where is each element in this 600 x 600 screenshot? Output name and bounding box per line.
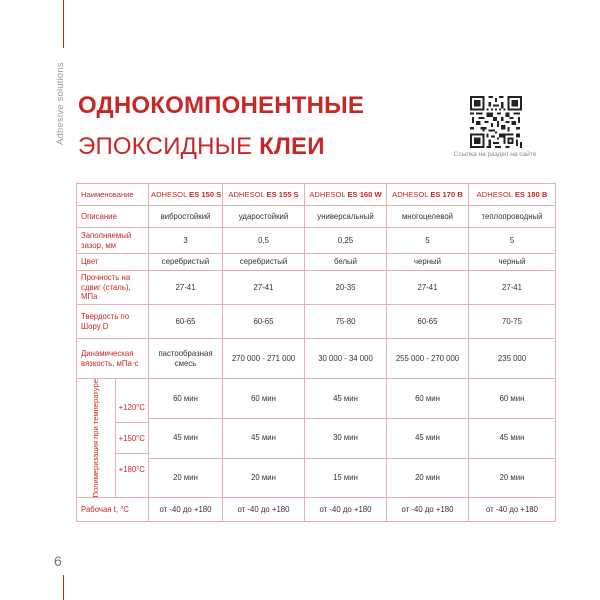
- table-cell: 60-65: [223, 305, 305, 339]
- cure-group-cell: [77, 379, 149, 498]
- table-row-cure-180: [77, 458, 556, 498]
- model-code: ES 170 B: [430, 189, 463, 199]
- table-cell: от -40 до +180: [149, 498, 223, 522]
- table-cell: серебристый: [223, 254, 305, 271]
- cure-temps-cell: [115, 379, 148, 497]
- brand-text: ADHESOL: [228, 189, 265, 199]
- row-label: Описание: [77, 206, 149, 228]
- cure-group-label-cell: [77, 379, 115, 497]
- table-cell: 270 000 - 271 000: [223, 339, 305, 379]
- table-cell: 5: [387, 228, 469, 254]
- page-number: 6: [54, 553, 62, 569]
- brand-text: ADHESOL: [476, 189, 513, 199]
- page-title-line2: [78, 133, 325, 161]
- table-cell: 20 мин: [149, 458, 223, 498]
- row-label: Цвет: [77, 254, 149, 271]
- table-cell: 15 мин: [305, 458, 387, 498]
- model-es155s: [223, 184, 305, 206]
- row-label: Твердость по Шору D: [77, 305, 149, 339]
- table-cell: 45 мин: [469, 418, 556, 458]
- table-row-operating: [77, 498, 556, 522]
- table-cell: 20 мин: [223, 458, 305, 498]
- table-cell: 3: [149, 228, 223, 254]
- model-code: ES 160 W: [347, 189, 382, 199]
- model-es170b: [387, 184, 469, 206]
- table-cell: 20 мин: [387, 458, 469, 498]
- table-row-hardness: [77, 305, 556, 339]
- table-cell: многоцелевой: [387, 206, 469, 228]
- page-title-line1: ОДНОКОМПОНЕНТНЫЕ: [78, 92, 365, 119]
- temp-label-180: +180°С: [118, 464, 145, 474]
- row-label: Заполняемый зазор, мм: [77, 228, 149, 254]
- row-label: Динамическая вязкость, мПа·с: [77, 339, 149, 379]
- table-cell: 45 мин: [149, 418, 223, 458]
- table-cell: 27-41: [149, 271, 223, 305]
- table-cell: от -40 до +180: [387, 498, 469, 522]
- table-cell: 60 мин: [223, 379, 305, 419]
- table-cell: теплопроводный: [469, 206, 556, 228]
- spec-table: [76, 183, 556, 522]
- model-code: ES 180 B: [514, 189, 548, 199]
- table-cell: вибростойкий: [149, 206, 223, 228]
- table-cell: 70-75: [469, 305, 556, 339]
- cure-group-label: Полимеризация при температуре: [91, 379, 101, 498]
- title-regular-part: ЭПОКСИДНЫЕ: [78, 133, 260, 160]
- table-cell: от -40 до +180: [469, 498, 556, 522]
- qr-code-icon[interactable]: [470, 96, 522, 148]
- header-label: Наименование: [77, 184, 149, 206]
- table-row-cure-120: [77, 379, 556, 419]
- side-rule-bottom: [63, 575, 64, 600]
- table-cell: 20-35: [305, 271, 387, 305]
- model-es160w: [305, 184, 387, 206]
- model-es180b: [469, 184, 556, 206]
- temp-label-120: +120°С: [116, 392, 149, 423]
- side-rule-top: [63, 0, 64, 48]
- table-cell: 75-80: [305, 305, 387, 339]
- brand-text: ADHESOL: [309, 189, 346, 199]
- table-cell: белый: [305, 254, 387, 271]
- row-label: Прочность на сдвиг (сталь), МПа: [77, 271, 149, 305]
- table-cell: 255 000 - 270 000: [387, 339, 469, 379]
- title-bold-part: КЛЕИ: [259, 133, 325, 160]
- table-row-color: [77, 254, 556, 271]
- temp-label-150: +150°С: [116, 423, 149, 454]
- table-row-shear: [77, 271, 556, 305]
- qr-caption: Ссылка на раздел на сайте: [453, 151, 537, 158]
- table-cell: 60 мин: [469, 379, 556, 419]
- table-cell: черный: [387, 254, 469, 271]
- table-cell: пастообразная смесь: [149, 339, 223, 379]
- side-vertical-text: Adhesive solutions: [55, 62, 66, 145]
- table-cell: ударостойкий: [223, 206, 305, 228]
- model-code: ES 150 S: [189, 189, 222, 199]
- table-cell: 20 мин: [469, 458, 556, 498]
- table-cell: 45 мин: [387, 418, 469, 458]
- table-cell: 235 000: [469, 339, 556, 379]
- table-cell: универсальный: [305, 206, 387, 228]
- table-cell: черный: [469, 254, 556, 271]
- table-cell: 60-65: [149, 305, 223, 339]
- table-cell: 30 мин: [305, 418, 387, 458]
- cure-group-layout: [77, 379, 148, 497]
- table-cell: 45 мин: [223, 418, 305, 458]
- table-cell: 27-41: [387, 271, 469, 305]
- model-code: ES 155 S: [266, 189, 299, 199]
- table-cell: от -40 до +180: [223, 498, 305, 522]
- table-cell: 0,25: [305, 228, 387, 254]
- brand-text: ADHESOL: [151, 189, 188, 199]
- table-header-row: [77, 184, 556, 206]
- table-cell: 45 мин: [305, 379, 387, 419]
- table-cell: 60 мин: [149, 379, 223, 419]
- table-cell: 27-41: [223, 271, 305, 305]
- table-row-cure-150: [77, 418, 556, 458]
- table-cell: 5: [469, 228, 556, 254]
- table-row-gap: [77, 228, 556, 254]
- table-cell: 60 мин: [387, 379, 469, 419]
- table-cell: 27-41: [469, 271, 556, 305]
- model-es150s: [149, 184, 223, 206]
- table-cell: серебристый: [149, 254, 223, 271]
- row-label: Рабочая t, °С: [77, 498, 149, 522]
- table-cell: 60-65: [387, 305, 469, 339]
- table-cell: 30 000 - 34 000: [305, 339, 387, 379]
- table-row-description: [77, 206, 556, 228]
- table-row-viscosity: [77, 339, 556, 379]
- brand-text: ADHESOL: [392, 189, 429, 199]
- table-cell: 0,5: [223, 228, 305, 254]
- table-cell: от -40 до +180: [305, 498, 387, 522]
